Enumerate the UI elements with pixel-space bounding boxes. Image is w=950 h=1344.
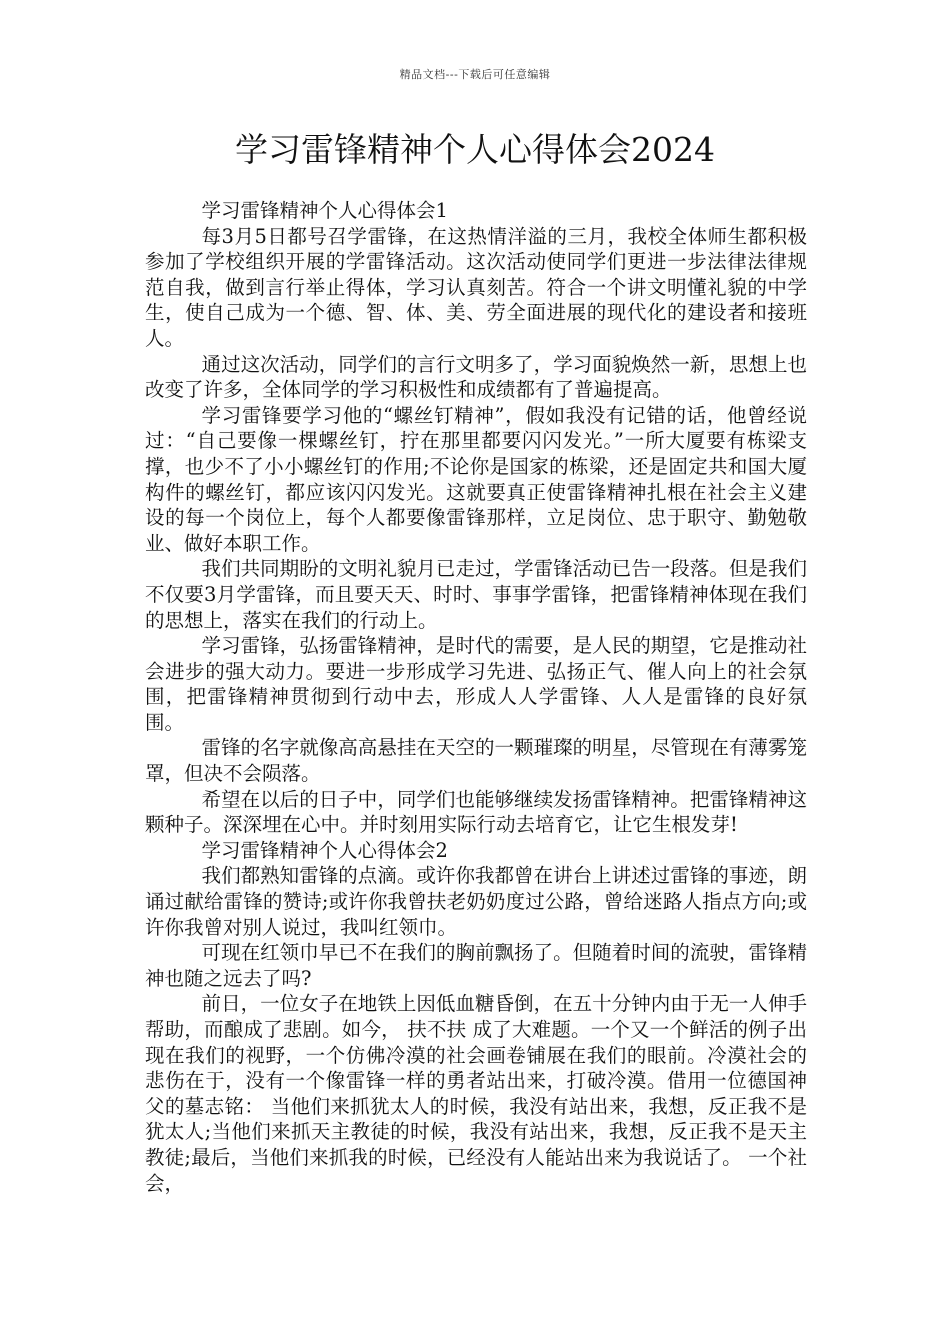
document-title: 学习雷锋精神个人心得体会2024 — [235, 130, 715, 169]
paragraph: 前日，一位女子在地铁上因低血糖昏倒，在五十分钟内由于无一人伸手帮助，而酿成了悲剧。如今， 扶不扶 成了大难题。一个又一个鲜活的例子出现在我们的视野，一个仿佛冷漠的社会画卷铺展在我们的眼前。冷漠社会的悲伤在于，没有一个像雷锋一样的勇者站出来，打破冷漠。借用一位德国神父的墓志铭： 当他们来抓犹太人的时候，我没有站出来，我想，反正我不是犹太人;当他们来抓天主教徒的时候，我没有站出来，我想，反正我不是天主教徒;最后，当他们来抓我的时候，已经没有人能站出来为我说话了。 一个社会， — [145, 992, 807, 1195]
paragraph: 我们都熟知雷锋的点滴。或许你我都曾在讲台上讲述过雷锋的事迹，朗诵过献给雷锋的赞诗;或许你我曾扶老奶奶度过公路，曾给迷路人指点方向;或许你我曾对别人说过，我叫红领巾。 — [145, 864, 807, 939]
paragraph: 可现在红领巾早已不在我们的胸前飘扬了。但随着时间的流驶，雷锋精神也随之远去了吗? — [145, 941, 807, 990]
paragraph: 雷锋的名字就像高高悬挂在天空的一颗璀璨的明星，尽管现在有薄雾笼罩，但决不会陨落。 — [145, 736, 807, 786]
paragraph: 我们共同期盼的文明礼貌月已走过，学雷锋活动已告一段落。但是我们不仅要3月学雷锋，而且要天天、时时、事事学雷锋，把雷锋精神体现在我们的思想上，落实在我们的行动上。 — [145, 557, 807, 632]
document-body — [145, 198, 807, 1196]
page-header: 精品文档---下载后可任意编辑 — [399, 68, 551, 81]
paragraph: 学习雷锋，弘扬雷锋精神，是时代的需要，是人民的期望，它是推动社会进步的强大动力。要进一步形成学习先进、弘扬正气、催人向上的社会氛围，把雷锋精神贯彻到行动中去，形成人人学雷锋、人人是雷锋的良好氛围。 — [145, 634, 807, 734]
paragraph: 通过这次活动，同学们的言行文明多了，学习面貌焕然一新，思想上也改变了许多，全体同学的学习积极性和成绩都有了普遍提高。 — [145, 352, 807, 402]
paragraph: 希望在以后的日子中，同学们也能够继续发扬雷锋精神。把雷锋精神这颗种子。深深埋在心中。并时刻用实际行动去培育它，让它生根发芽! — [145, 787, 807, 837]
paragraph: 学习雷锋要学习他的“螺丝钉精神”，假如我没有记错的话，他曾经说过：“自己要像一棵螺丝钉，拧在那里都要闪闪发光。”一所大厦要有栋梁支撑，也少不了小小螺丝钉的作用;不论你是国家的栋梁，还是固定共和国大厦构件的螺丝钉，都应该闪闪发光。这就要真正使雷锋精神扎根在社会主义建设的每一个岗位上，每个人都要像雷锋那样，立足岗位、忠于职守、勤勉敬业、做好本职工作。 — [145, 403, 807, 555]
section-heading-2: 学习雷锋精神个人心得体会2 — [201, 838, 448, 862]
paragraph: 每3月5日都号召学雷锋，在这热情洋溢的三月，我校全体师生都积极参加了学校组织开展的学雷锋活动。这次活动使同学们更进一步法律法律规范自我，做到言行举止得体，学习认真刻苦。符合一个讲文明懂礼貌的中学生，使自己成为一个德、智、体、美、劳全面进展的现代化的建设者和接班人。 — [145, 224, 807, 350]
section-heading-1: 学习雷锋精神个人心得体会1 — [201, 199, 448, 222]
